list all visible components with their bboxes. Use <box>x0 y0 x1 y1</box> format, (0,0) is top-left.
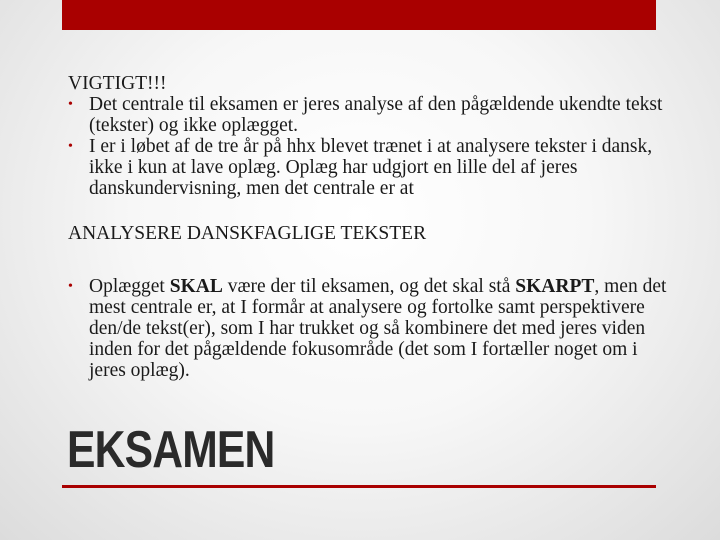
bullet-text-part: være der til eksamen, og det skal stå <box>222 276 516 297</box>
top-accent-bar <box>62 0 656 30</box>
bullet-bold-skarpt: SKARPT <box>515 276 595 297</box>
emphasis-line: ANALYSERE DANSKFAGLIGE TEKSTER <box>68 223 427 244</box>
bullet-bold-skal: SKAL <box>169 276 223 297</box>
bullet-text-part: og ikke oplægget. <box>153 115 299 136</box>
slide-title: EKSAMEN <box>67 421 275 479</box>
bullet-list-bottom <box>68 276 668 381</box>
bullet-text-part: Det centrale til eksamen <box>89 94 283 115</box>
bullet-text-part: er jeres analyse af den pågældende ukendte tekst (tekster) <box>89 94 663 136</box>
bullet-text-part: Oplægget <box>89 276 170 297</box>
list-item <box>68 136 668 199</box>
bullet-icon: • <box>68 279 73 294</box>
heading-vigtigt: VIGTIGT!!! <box>68 73 167 94</box>
bullet-list-top <box>68 94 668 199</box>
list-item <box>68 94 668 136</box>
bullet-text-part: , men det mest centrale er, at I formår at analysere og fortolke samt perspektivere den/de tekst(er), som I har trukket og så kombinere det med jeres viden inden for det pågældende fokusområde (det som I fortæller noget om i jeres oplæg). <box>89 276 667 381</box>
slide-body <box>68 73 668 381</box>
bullet-icon: • <box>68 97 73 112</box>
title-underline <box>62 485 656 488</box>
list-item <box>68 276 668 381</box>
bullet-icon: • <box>68 139 73 154</box>
bullet-text: I er i løbet af de tre år på hhx blevet trænet i at analysere tekster i dansk, ikke i kun at lave oplæg. Oplæg har udgjort en lille del af jeres danskundervisning, men det centrale er at <box>89 136 653 199</box>
